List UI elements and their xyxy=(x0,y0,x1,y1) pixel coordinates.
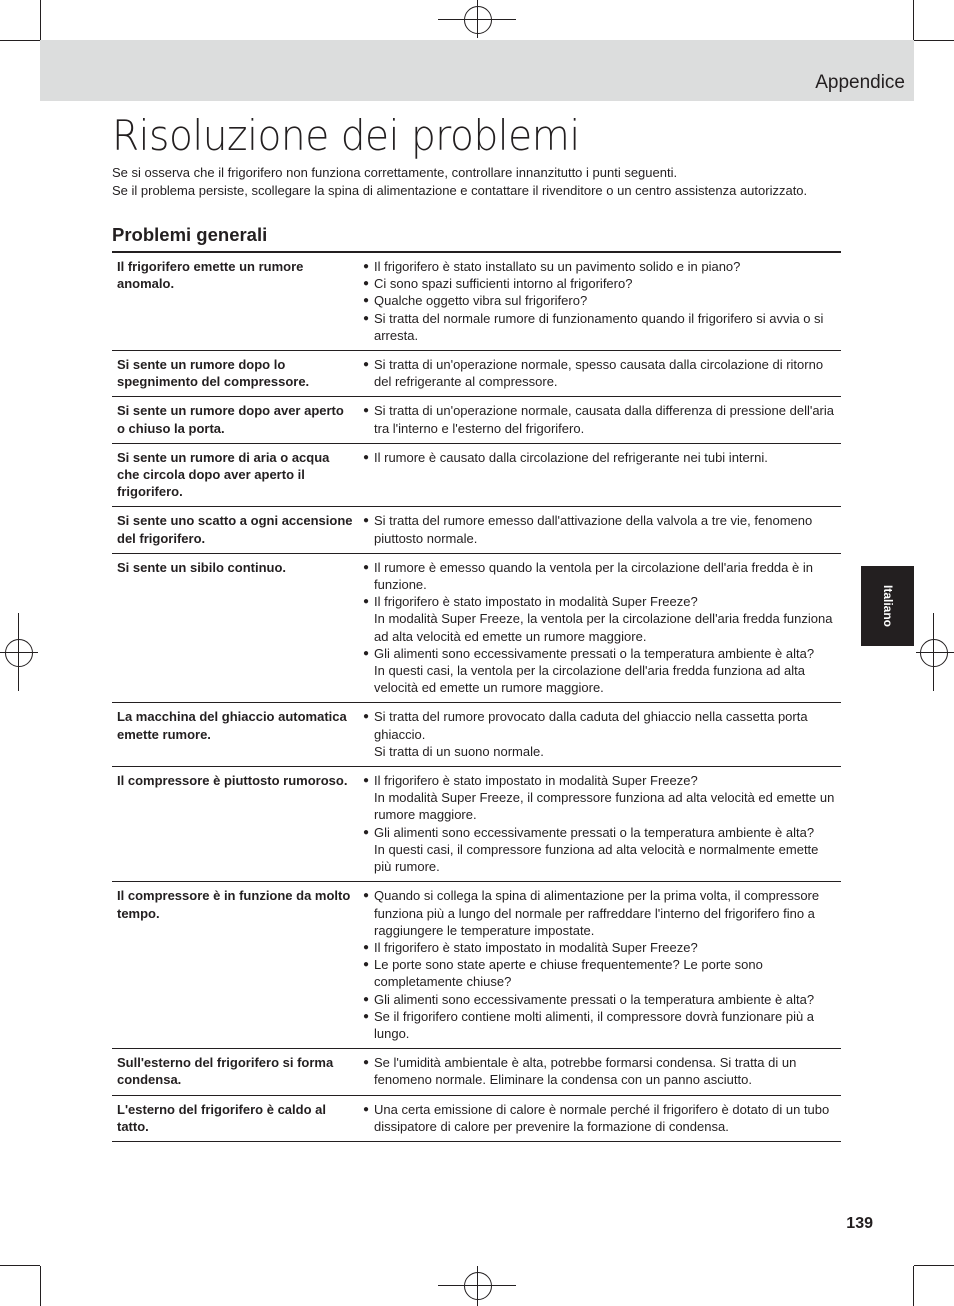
cause-item: ● Gli alimenti sono eccessivamente pressati o la temperatura ambiente è alta? xyxy=(363,991,839,1008)
causes-cell xyxy=(359,443,841,507)
cause-item: ● Una certa emissione di calore è normale perché il frigorifero è dotato di un tubo dissipatore di calore per prevenire la formazione di condensa. xyxy=(363,1101,839,1135)
intro-line: Se il problema persiste, scollegare la spina di alimentazione e contattare il rivenditore o un centro assistenza autorizzato. xyxy=(112,182,808,198)
causes-cell xyxy=(359,351,841,397)
table-row xyxy=(112,1095,841,1141)
causes-cell xyxy=(359,1095,841,1141)
problem-cell: Si sente uno scatto a ogni accensione del frigorifero. xyxy=(112,507,359,553)
cause-item: ● Si tratta del normale rumore di funzionamento quando il frigorifero si avvia o si arresta. xyxy=(363,310,839,344)
cause-item: ● Si tratta di un'operazione normale, causata dalla differenza di pressione dell'aria tra l'interno e l'esterno del frigorifero. xyxy=(363,402,839,436)
crop-mark xyxy=(913,1266,914,1306)
cause-item: ● Se l'umidità ambientale è alta, potrebbe formarsi condensa. Si tratta di un fenomeno normale. Eliminare la condensa con un panno asciutto. xyxy=(363,1054,839,1088)
intro-text xyxy=(112,164,832,199)
header-band xyxy=(40,40,914,101)
language-tab xyxy=(861,566,914,646)
crop-mark xyxy=(0,40,40,41)
cause-item: ● Quando si collega la spina di alimentazione per la prima volta, il compressore funziona più a lungo del normale per raffreddare l'interno del frigorifero fino a raggiungere le temperature impostate. xyxy=(363,887,839,939)
table-row xyxy=(112,443,841,507)
problem-cell: Sull'esterno del frigorifero si forma condensa. xyxy=(112,1049,359,1095)
crop-mark xyxy=(40,0,41,40)
problem-cell: Si sente un rumore dopo lo spegnimento del compressore. xyxy=(112,351,359,397)
cause-item: ● Si tratta del rumore provocato dalla caduta del ghiaccio nella cassetta porta ghiaccio. Si tratta di un suono normale. xyxy=(363,708,839,760)
table-row xyxy=(112,553,841,703)
problem-cell: Si sente un sibilo continuo. xyxy=(112,553,359,703)
section-name: Appendice xyxy=(815,72,905,93)
crop-mark xyxy=(40,1266,41,1306)
cause-item: ● Il rumore è causato dalla circolazione del refrigerante nei tubi interni. xyxy=(363,449,839,466)
table-row xyxy=(112,703,841,767)
table-row xyxy=(112,882,841,1049)
problem-cell: Si sente un rumore dopo aver aperto o chiuso la porta. xyxy=(112,397,359,443)
crop-mark xyxy=(913,0,914,40)
causes-cell xyxy=(359,703,841,767)
crop-mark xyxy=(914,40,954,41)
cause-item: ● Gli alimenti sono eccessivamente pressati o la temperatura ambiente è alta? In questi casi, la ventola per la circolazione dell'aria fredda funziona ad alta velocità ed emette un rumore maggiore. xyxy=(363,645,839,697)
causes-cell xyxy=(359,507,841,553)
troubleshooting-table xyxy=(112,253,841,1142)
causes-cell xyxy=(359,1049,841,1095)
language-tab-label: Italiano xyxy=(880,584,895,628)
section-heading: Problemi generali xyxy=(112,224,268,245)
problem-cell: Il frigorifero emette un rumore anomalo. xyxy=(112,253,359,351)
cause-item: ● Il frigorifero è stato impostato in modalità Super Freeze? In modalità Super Freeze, la ventola per la circolazione dell'aria fredda funziona ad alta velocità ed emette un rumore maggiore. xyxy=(363,593,839,645)
cause-item: ● Qualche oggetto vibra sul frigorifero? xyxy=(363,292,839,309)
problem-cell: Il compressore è piuttosto rumoroso. xyxy=(112,767,359,882)
cause-item: ● Se il frigorifero contiene molti alimenti, il compressore dovrà funzionare più a lungo. xyxy=(363,1008,839,1042)
table-row xyxy=(112,351,841,397)
table-row xyxy=(112,1049,841,1095)
table-row xyxy=(112,767,841,882)
cause-item: ● Si tratta di un'operazione normale, spesso causata dalla circolazione di ritorno del refrigerante al compressore. xyxy=(363,356,839,390)
cause-item: ● Il frigorifero è stato impostato in modalità Super Freeze? xyxy=(363,939,839,956)
causes-cell xyxy=(359,553,841,703)
cause-item: ● Il frigorifero è stato installato su un pavimento solido e in piano? xyxy=(363,258,839,275)
cause-item: ● Si tratta del rumore emesso dall'attivazione della valvola a tre vie, fenomeno piuttosto normale. xyxy=(363,512,839,546)
intro-line: Se si osserva che il frigorifero non funziona correttamente, controllare innanzitutto i punti seguenti. xyxy=(112,165,678,180)
page-title: Risoluzione dei problemi xyxy=(112,111,580,160)
cause-item: ● Gli alimenti sono eccessivamente pressati o la temperatura ambiente è alta? In questi casi, il compressore funziona ad alta velocità e normalmente emette più rumore. xyxy=(363,824,839,876)
crop-mark xyxy=(0,1265,40,1266)
problem-cell: Si sente un rumore di aria o acqua che circola dopo aver aperto il frigorifero. xyxy=(112,443,359,507)
crop-mark xyxy=(914,1265,954,1266)
causes-cell xyxy=(359,253,841,351)
table-row xyxy=(112,507,841,553)
cause-item: ● Le porte sono state aperte e chiuse frequentemente? Le porte sono completamente chiuse? xyxy=(363,956,839,990)
causes-cell xyxy=(359,767,841,882)
problem-cell: La macchina del ghiaccio automatica emette rumore. xyxy=(112,703,359,767)
cause-item: ● Il frigorifero è stato impostato in modalità Super Freeze? In modalità Super Freeze, il compressore funziona ad alta velocità ed emette un rumore maggiore. xyxy=(363,772,839,824)
cause-item: ● Ci sono spazi sufficienti intorno al frigorifero? xyxy=(363,275,839,292)
cause-item: ● Il rumore è emesso quando la ventola per la circolazione dell'aria fredda è in funzione. xyxy=(363,559,839,593)
causes-cell xyxy=(359,397,841,443)
page-number: 139 xyxy=(846,1215,873,1232)
table-row xyxy=(112,253,841,351)
causes-cell xyxy=(359,882,841,1049)
problem-cell: L'esterno del frigorifero è caldo al tatto. xyxy=(112,1095,359,1141)
problem-cell: Il compressore è in funzione da molto tempo. xyxy=(112,882,359,1049)
table-row xyxy=(112,397,841,443)
